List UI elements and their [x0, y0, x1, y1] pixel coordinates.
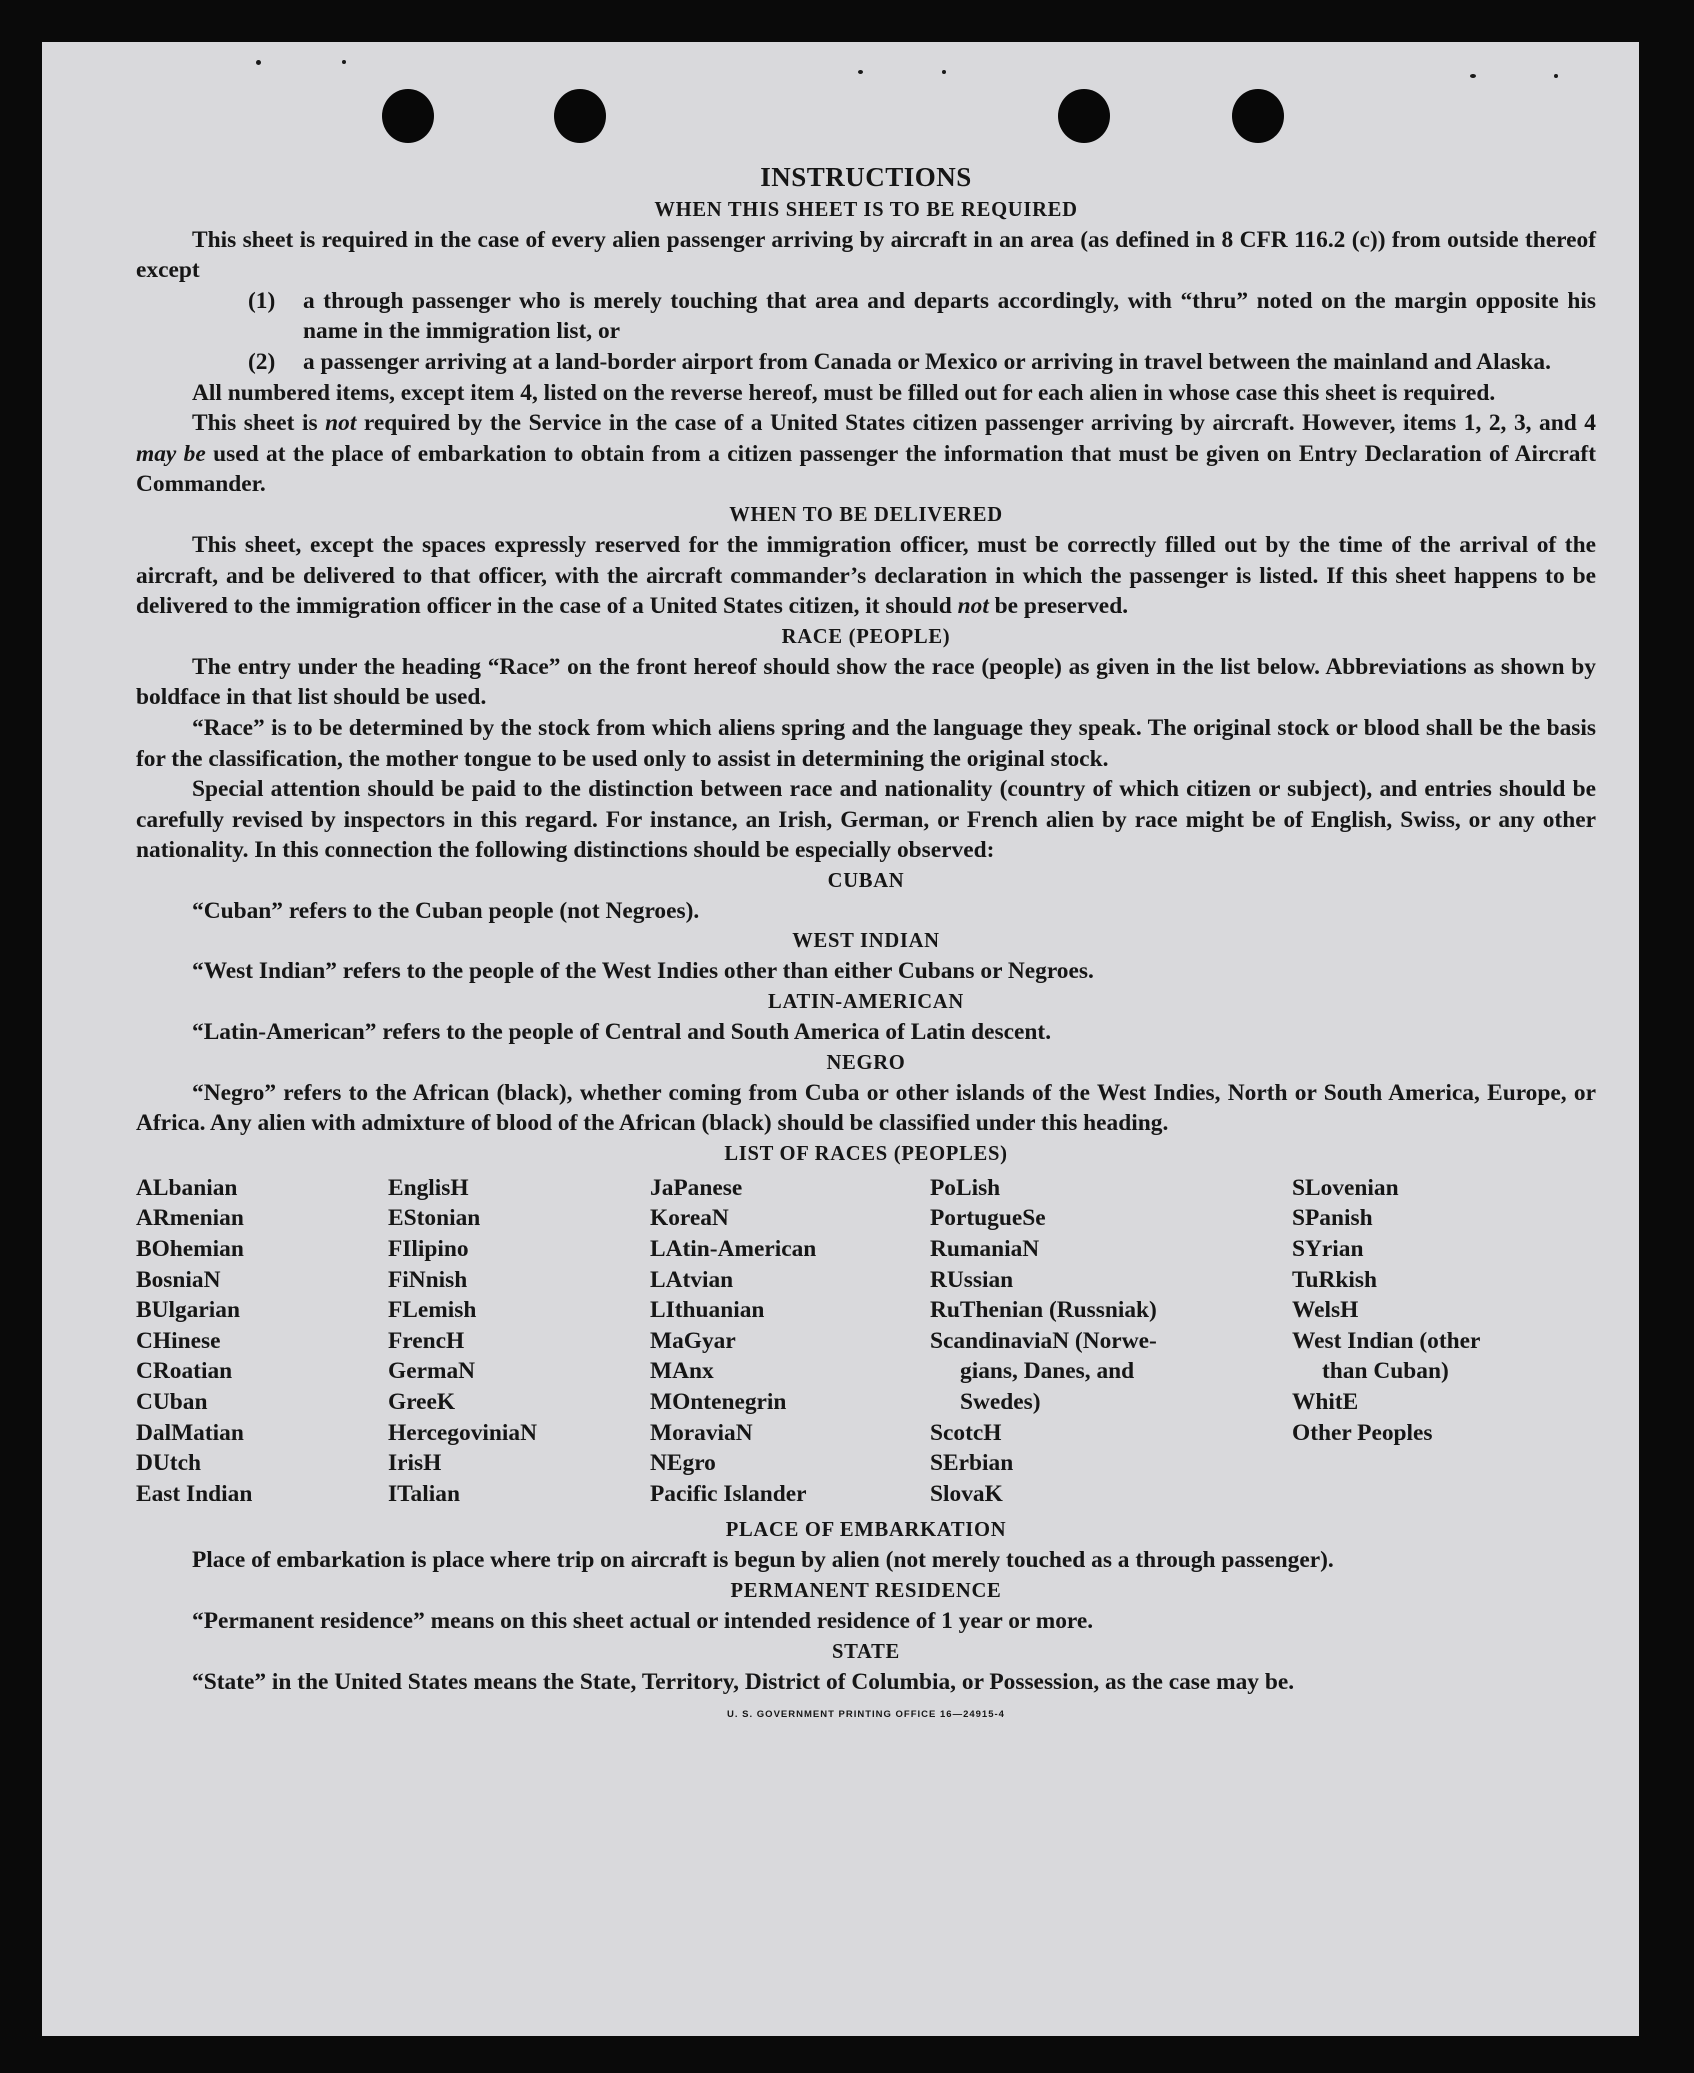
race-entry-continued: than Cuban) — [1322, 1358, 1449, 1385]
races-column — [136, 1173, 388, 1510]
race-entry: SPanish — [1292, 1205, 1373, 1232]
section-heading: WHEN THIS SHEET IS TO BE REQUIRED — [654, 198, 1078, 221]
race-entry: LIthuanian — [650, 1297, 765, 1324]
race-entry: FLemish — [388, 1297, 477, 1324]
race-entry: HercegoviniaN — [388, 1419, 537, 1446]
race-entry: FrencH — [388, 1327, 465, 1354]
paragraph: All numbered items, except item 4, listed on the reverse hereof, must be filled out for each alien in whose case this sheet is required. — [192, 379, 1496, 406]
race-entry: NEgro — [650, 1450, 716, 1477]
race-entry: SLovenian — [1292, 1174, 1399, 1201]
race-entry: GreeK — [388, 1389, 456, 1415]
paragraph: Special attention should be paid to the distinction between race and nationality (country of which citizen or subject), and entries should be carefully revised by inspectors in this regard. For instance, an Irish, German, or French alien by race might be of English, Swiss, or any other nationality. In this connection the following distinctions should be especially observed: — [136, 776, 1596, 864]
race-entry: SYrian — [1292, 1236, 1364, 1263]
race-entry: KoreaN — [650, 1205, 729, 1232]
paragraph: “Cuban” refers to the Cuban people (not Negroes). — [192, 897, 700, 924]
race-entry: PoLish — [930, 1174, 1001, 1201]
race-entry: BosniaN — [136, 1266, 221, 1293]
race-entry: MaGyar — [650, 1327, 736, 1354]
race-entry-continued: gians, Danes, and — [960, 1358, 1135, 1385]
list-item — [136, 286, 1596, 347]
races-column — [650, 1173, 930, 1510]
race-entry: LAtin-American — [650, 1236, 817, 1263]
race-entry: BUlgarian — [136, 1297, 240, 1324]
race-entry-continued: Swedes) — [960, 1389, 1041, 1415]
section-heading: WEST INDIAN — [792, 930, 940, 953]
scan-speck — [1470, 74, 1476, 78]
race-entry: Other Peoples — [1292, 1419, 1433, 1446]
document-sheet — [42, 42, 1639, 2036]
race-entry: SErbian — [930, 1450, 1014, 1477]
race-entry: MAnx — [650, 1358, 714, 1385]
race-entry: ScotcH — [930, 1419, 1002, 1446]
race-entry: DUtch — [136, 1450, 201, 1477]
scan-speck — [1554, 74, 1558, 78]
section-heading: PLACE OF EMBARKATION — [725, 1519, 1007, 1542]
race-entry: CRoatian — [136, 1358, 233, 1385]
section-heading: LATIN-AMERICAN — [768, 991, 964, 1014]
section-heading: PERMANENT RESIDENCE — [730, 1579, 1002, 1602]
section-heading: STATE — [832, 1640, 900, 1663]
section-heading: NEGRO — [826, 1051, 906, 1074]
list-item — [136, 347, 1596, 378]
race-entry: WhitE — [1292, 1389, 1359, 1415]
race-entry: JaPanese — [650, 1174, 743, 1201]
item-number: (2) — [248, 348, 276, 375]
race-entry: Pacific Islander — [650, 1480, 807, 1507]
scan-speck — [942, 70, 946, 74]
race-entry: EnglisH — [388, 1174, 469, 1201]
item-text: a passenger arriving at a land-border airport from Canada or Mexico or arriving in travel between the mainland and Alaska. — [303, 348, 1551, 375]
race-entry: CHinese — [136, 1327, 221, 1354]
race-entry: CUban — [136, 1389, 208, 1415]
race-entry: DalMatian — [136, 1419, 244, 1446]
race-entry: WelsH — [1292, 1297, 1359, 1324]
race-entry: BOhemian — [136, 1236, 244, 1263]
scan-speck — [342, 60, 346, 64]
race-entry: LAtvian — [650, 1266, 734, 1293]
scan-speck — [256, 60, 261, 65]
race-entry: GermaN — [388, 1358, 476, 1385]
paragraph: “Latin-American” refers to the people of Central and South America of Latin descent. — [192, 1019, 1052, 1046]
paragraph: This sheet is not required by the Service in the case of a United States citizen passenger arriving by aircraft. However, items 1, 2, 3, and 4 may be used at the place of embarkation to obtain from a citizen passenger the information that must be given on Entry Declaration of Aircraft Commander. — [136, 410, 1596, 498]
race-entry: MoraviaN — [650, 1419, 753, 1446]
section-heading: LIST OF RACES (PEOPLES) — [724, 1142, 1008, 1165]
race-entry: IrisH — [388, 1450, 442, 1477]
race-entry: PortugueSe — [930, 1205, 1046, 1232]
section-heading: WHEN TO BE DELIVERED — [729, 503, 1003, 526]
paragraph: Place of embarkation is place where trip on aircraft is begun by alien (not merely touched as a through passenger). — [192, 1547, 1334, 1574]
race-entry: ITalian — [388, 1480, 460, 1507]
paragraph: “Race” is to be determined by the stock from which aliens spring and the language they speak. The original stock or blood shall be the basis for the classification, the mother tongue to be used only to assist in determining the original stock. — [136, 714, 1596, 772]
race-entry: ScandinaviaN (Norwe- — [930, 1327, 1157, 1354]
printer-imprint: U. S. GOVERNMENT PRINTING OFFICE 16—24915-4 — [727, 1709, 1005, 1721]
races-column — [388, 1173, 650, 1510]
race-entry: SlovaK — [930, 1480, 1003, 1507]
paragraph: This sheet is required in the case of every alien passenger arriving by aircraft in an area (as defined in 8 CFR 116.2 (c)) from outside thereof except — [136, 226, 1596, 284]
item-number: (1) — [248, 287, 276, 314]
scan-speck — [858, 70, 863, 74]
section-heading: RACE (PEOPLE) — [781, 625, 951, 648]
race-entry: FiNnish — [388, 1266, 468, 1293]
race-entry: RuThenian (Russniak) — [930, 1297, 1157, 1324]
race-entry: RumaniaN — [930, 1236, 1040, 1263]
paragraph: This sheet, except the spaces expressly reserved for the immigration officer, must be correctly filled out by the time of the arrival of the aircraft, and be delivered to that officer, with the aircraft commander’s declaration in which the passenger is listed. If this sheet happens to be delivered to the immigration officer in the case of a United States citizen, it should not be preserved. — [136, 531, 1596, 620]
item-text: a through passenger who is merely touching that area and departs accordingly, with “thru” noted on the margin opposite his name in the immigration list, or — [303, 287, 1596, 345]
page-title: INSTRUCTIONS — [760, 162, 972, 192]
races-column — [1292, 1173, 1582, 1510]
paragraph: “State” in the United States means the State, Territory, District of Columbia, or Possession, as the case may be. — [192, 1668, 1295, 1695]
race-entry: RUssian — [930, 1266, 1014, 1293]
races-column — [930, 1173, 1292, 1510]
paragraph: “West Indian” refers to the people of the West Indies other than either Cubans or Negroes. — [192, 958, 1094, 985]
instructions-content — [136, 120, 1596, 1721]
paragraph: “Permanent residence” means on this sheet actual or intended residence of 1 year or more. — [192, 1607, 1094, 1634]
section-heading: CUBAN — [827, 869, 905, 892]
race-entry: West Indian (other — [1292, 1327, 1481, 1354]
race-entry: FIlipino — [388, 1236, 469, 1263]
race-entry: MOntenegrin — [650, 1389, 787, 1415]
race-entry: ALbanian — [136, 1174, 238, 1201]
race-entry: EStonian — [388, 1205, 481, 1232]
races-list — [136, 1173, 1596, 1510]
race-entry: ARmenian — [136, 1205, 244, 1232]
paragraph: “Negro” refers to the African (black), whether coming from Cuba or other islands of the West Indies, North or South America, Europe, or Africa. Any alien with admixture of blood of the African (black) should be classified under this heading. — [136, 1079, 1596, 1137]
race-entry: East Indian — [136, 1480, 253, 1507]
race-entry: TuRkish — [1292, 1266, 1377, 1293]
paragraph: The entry under the heading “Race” on the front hereof should show the race (people) as given in the list below. Abbreviations as shown by boldface in that list should be used. — [136, 653, 1596, 711]
